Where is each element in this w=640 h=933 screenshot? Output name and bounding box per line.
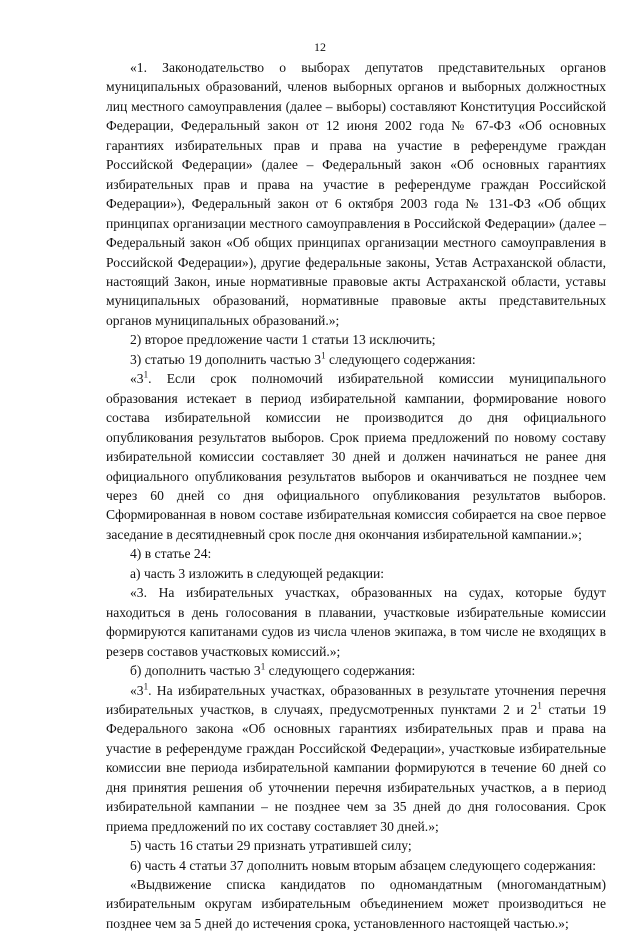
paragraph [106,856,606,875]
paragraph [106,875,606,933]
paragraph [106,836,606,855]
paragraph-text: «3. На избирательных участках, образованных на судах, которые будут находиться в день голосования в плавании, участковые избирательные комиссии формируются капитанами судов из числа членов экипажа, в том числе не входящих в резерв составов участковых комиссий.»; [106,585,606,659]
paragraph-text: «1. Законодательство о выборах депутатов представительных органов муниципальных образований, членов выборных органов и выборных должностных лиц местного самоуправления (далее – выборы) составляют Конституция Российской Федерации, Федеральный закон от 12 июня 2002 года № 67-ФЗ «Об основных гарантиях избирательных прав и права на участие в референдуме граждан Российской Федерации» (далее – Федеральный закон «Об основных гарантиях избирательных прав и права на участие в референдуме граждан Российской Федерации»), Федеральный закон от 6 октября 2003 года № 131-ФЗ «Об общих принципах организации местного самоуправления в Российской Федерации» (далее – Федеральный закон «Об общих принципах организации местного самоуправления в Российской Федерации»), другие федеральные законы, Устав Астраханской области, настоящий Закон, иные нормативные правовые акты Астраханской области, уставы муниципальных образований, нормативные правовые акты представительных органов муниципальных образований.»; [106,60,606,328]
paragraph-text: 3) статью 19 дополнить частью 3 [130,351,322,367]
paragraph-text: 5) часть 16 статьи 29 признать утратившей силу; [130,838,412,854]
paragraph-text: следующего содержания: [265,663,416,679]
page-number: 12 [314,40,326,54]
superscript: 1 [537,700,542,711]
paragraph-text: . Если срок полномочий избирательной комиссии муниципального образования истекает в период избирательной кампании, формирование нового состава избирательной комиссии не производится до дня официального опубликования результатов выборов. Срок приема предложений по новому составу избирательной комиссии составляет 30 дней и должен начинаться не ранее дня официального опубликования результатов выборов и оканчиваться не позднее чем через 60 дней со дня официального опубликования результатов выборов. Сформированная в новом составе избирательная комиссия собирается на свое первое заседание в десятидневный срок после дня окончания избирательной кампании.»; [106,371,606,542]
superscript: 1 [143,369,149,380]
paragraph [106,369,606,544]
paragraph-text: «3 [130,682,144,698]
paragraph-text: а) часть 3 изложить в следующей редакции: [130,565,385,581]
paragraph-text: «3 [130,371,144,387]
paragraph-text: 2) второе предложение части 1 статьи 13 исключить; [130,332,436,348]
paragraph [106,583,606,661]
superscript: 1 [260,661,266,672]
paragraph [106,350,606,369]
paragraph-text: б) дополнить частью 3 [130,663,261,679]
paragraph-text: . На избирательных участках, образованных в результате уточнения перечня избирательных участков, в случаях, предусмотренных пунктами 2 и 2 [106,682,606,717]
paragraph-text: 4) в статье 24: [130,546,212,562]
document-body [106,58,606,933]
paragraph-text: «Выдвижение списка кандидатов по одномандатным (многомандатным) избирательным округам избирательным объединением может производиться не позднее чем за 5 дней до истечения срока, установленного настоящей частью.»; [106,877,606,931]
paragraph [106,58,606,330]
paragraph [106,544,606,563]
paragraph-text: статьи 19 Федерального закона «Об основных гарантиях избирательных прав и права на участие в референдуме граждан Российской Федерации», участковые избирательные комиссии вне периода избирательной кампании формируются в течение 60 дней со дня принятия решения об уточнении перечня избирательных участков, а в период избирательной кампании – не позднее чем за 35 дней до дня голосования. Срок приема предложений по их составу составляет 30 дней.»; [106,701,606,834]
superscript: 1 [143,680,149,691]
paragraph [106,330,606,349]
superscript: 1 [321,350,326,361]
paragraph-text: 6) часть 4 статьи 37 дополнить новым вторым абзацем следующего содержания: [130,857,596,873]
paragraph [106,564,606,583]
paragraph [106,681,606,837]
paragraph [106,661,606,680]
paragraph-text: следующего содержания: [325,351,476,367]
